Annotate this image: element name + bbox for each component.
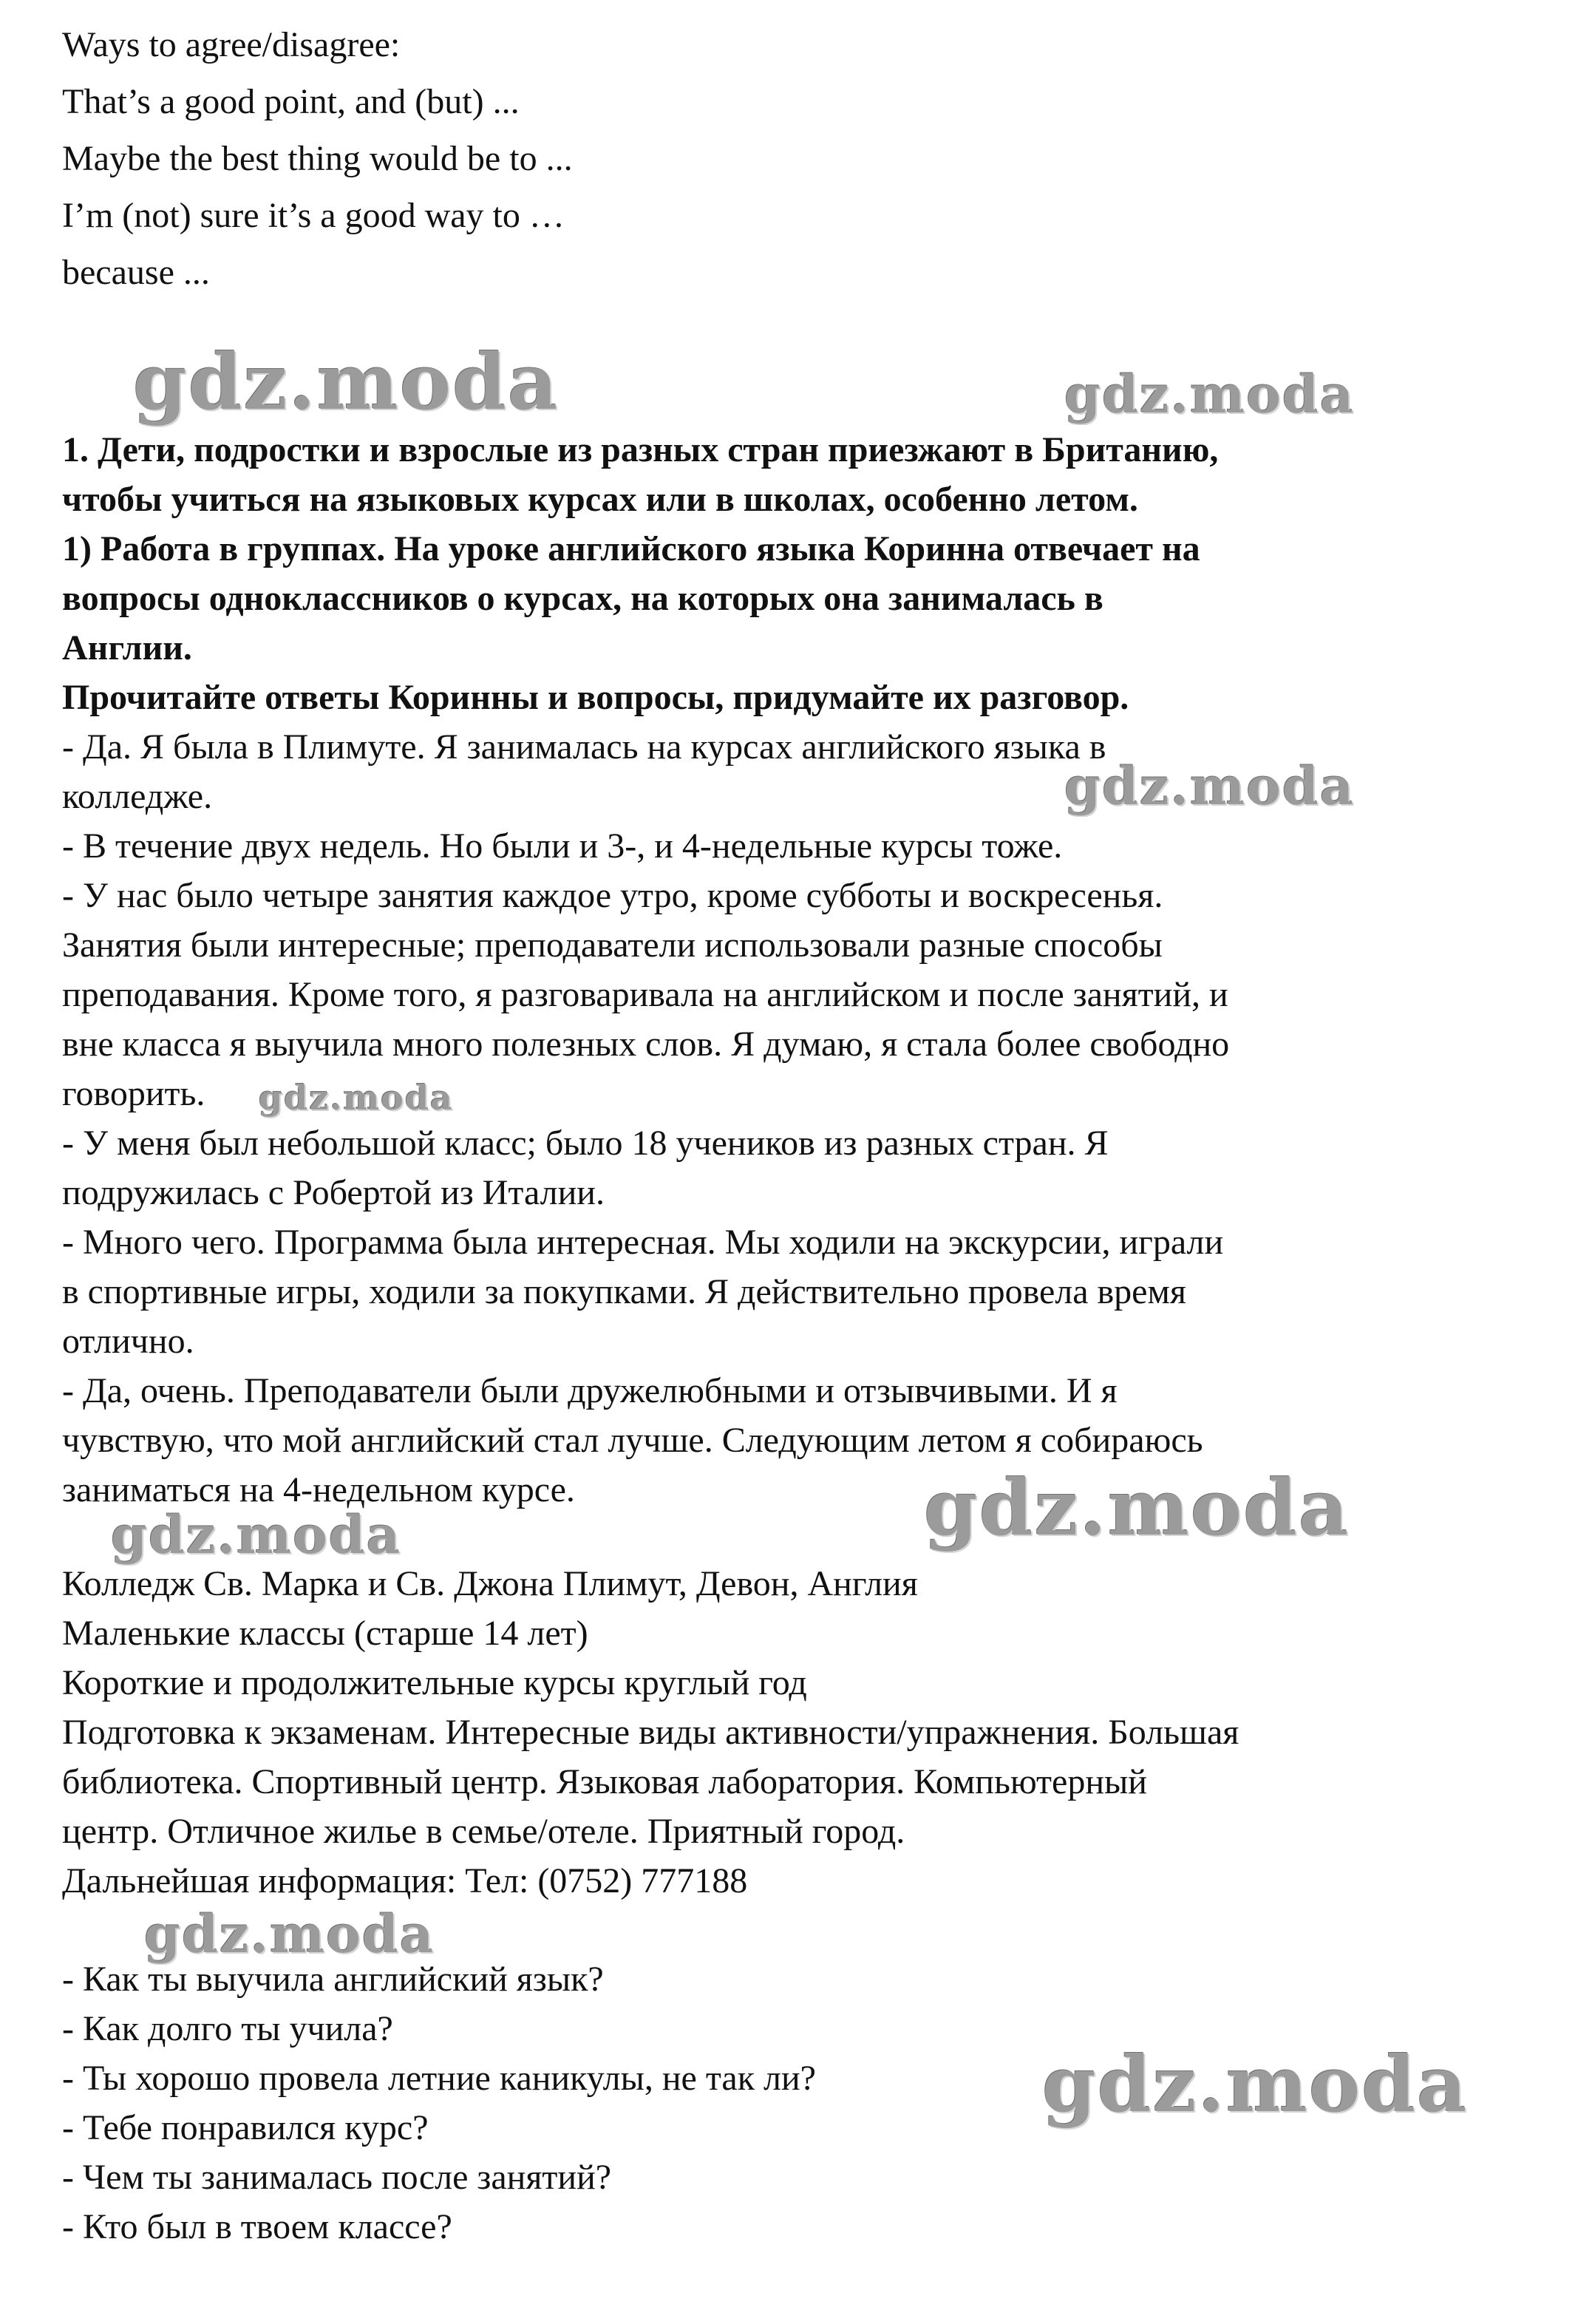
answer-line: в спортивные игры, ходили за покупками. Я действительно провела время: [62, 1272, 1186, 1311]
answer-line: - Да. Я была в Плимуте. Я занималась на курсах английского языка в: [62, 727, 1106, 767]
question-line: - Ты хорошо провела летние каникулы, не так ли?: [62, 2059, 816, 2098]
question-line: - Тебе понравился курс?: [62, 2108, 429, 2147]
intro-line: Maybe the best thing would be to ...: [62, 139, 573, 178]
answer-line: подружилась с Робертой из Италии.: [62, 1173, 605, 1212]
watermark: gdz.moda: [924, 1462, 1350, 1553]
intro-line: because ...: [62, 253, 210, 292]
answer-line: - Да, очень. Преподаватели были дружелюбными и отзывчивыми. И я: [62, 1371, 1118, 1410]
answer-line: преподавания. Кроме того, я разговаривала на английском и после занятий, и: [62, 975, 1228, 1014]
answer-line: - В течение двух недель. Но были и 3-, и 4-недельные курсы тоже.: [62, 826, 1063, 866]
answer-line: - У меня был небольшой класс; было 18 учеников из разных стран. Я: [62, 1124, 1109, 1163]
advert-line: Колледж Св. Марка и Св. Джона Плимут, Девон, Англия: [62, 1564, 918, 1603]
watermark: gdz.moda: [1042, 2039, 1469, 2130]
watermark: gdz.moda: [111, 1504, 402, 1566]
answer-line: говорить.: [62, 1074, 205, 1113]
intro-line: That’s a good point, and (but) ...: [62, 82, 520, 121]
watermark: gdz.moda: [144, 1903, 435, 1965]
question-line: - Кто был в твоем классе?: [62, 2207, 452, 2246]
question-line: - Чем ты занималась после занятий?: [62, 2158, 612, 2197]
advert-line: центр. Отличное жилье в семье/отеле. Приятный город.: [62, 1812, 905, 1851]
question-line: - Как долго ты учила?: [62, 2009, 393, 2048]
question-line: - Как ты выучила английский язык?: [62, 1960, 604, 1999]
task-heading-line: 1) Работа в группах. На уроке английского языка Коринна отвечает на: [62, 529, 1200, 568]
answer-line: вне класса я выучила много полезных слов. Я думаю, я стала более свободно: [62, 1025, 1230, 1064]
advert-line: Дальнейшая информация: Тел: (0752) 777188: [62, 1861, 748, 1900]
answer-line: - Много чего. Программа была интересная. Мы ходили на экскурсии, играли: [62, 1223, 1224, 1262]
watermark: gdz.moda: [259, 1078, 454, 1118]
answer-line: Занятия были интересные; преподаватели использовали разные способы: [62, 925, 1163, 965]
answer-line: заниматься на 4-недельном курсе.: [62, 1470, 575, 1509]
intro-line: I’m (not) sure it’s a good way to …: [62, 196, 565, 235]
task-heading-line: Англии.: [62, 628, 192, 667]
answer-line: чувствую, что мой английский стал лучше. Следующим летом я собираюсь: [62, 1421, 1203, 1460]
advert-line: Маленькие классы (старше 14 лет): [62, 1614, 588, 1653]
task-heading-line: 1. Дети, подростки и взрослые из разных стран приезжают в Британию,: [62, 430, 1219, 469]
advert-line: библиотека. Спортивный центр. Языковая лаборатория. Компьютерный: [62, 1762, 1147, 1801]
task-heading-line: Прочитайте ответы Коринны и вопросы, придумайте их разговор.: [62, 678, 1129, 717]
task-heading-line: вопросы одноклассников о курсах, на которых она занималась в: [62, 579, 1103, 618]
intro-line: Ways to agree/disagree:: [62, 25, 401, 64]
watermark: gdz.moda: [133, 336, 560, 427]
watermark: gdz.moda: [1064, 755, 1356, 817]
answer-line: отлично.: [62, 1322, 194, 1361]
answer-line: - У нас было четыре занятия каждое утро, кроме субботы и воскресенья.: [62, 876, 1163, 915]
watermark: gdz.moda: [1064, 364, 1356, 425]
advert-line: Короткие и продолжительные курсы круглый год: [62, 1663, 807, 1702]
advert-line: Подготовка к экзаменам. Интересные виды активности/упражнения. Большая: [62, 1713, 1239, 1752]
answer-line: колледже.: [62, 777, 213, 816]
task-heading-line: чтобы учиться на языковых курсах или в школах, особенно летом.: [62, 480, 1138, 519]
